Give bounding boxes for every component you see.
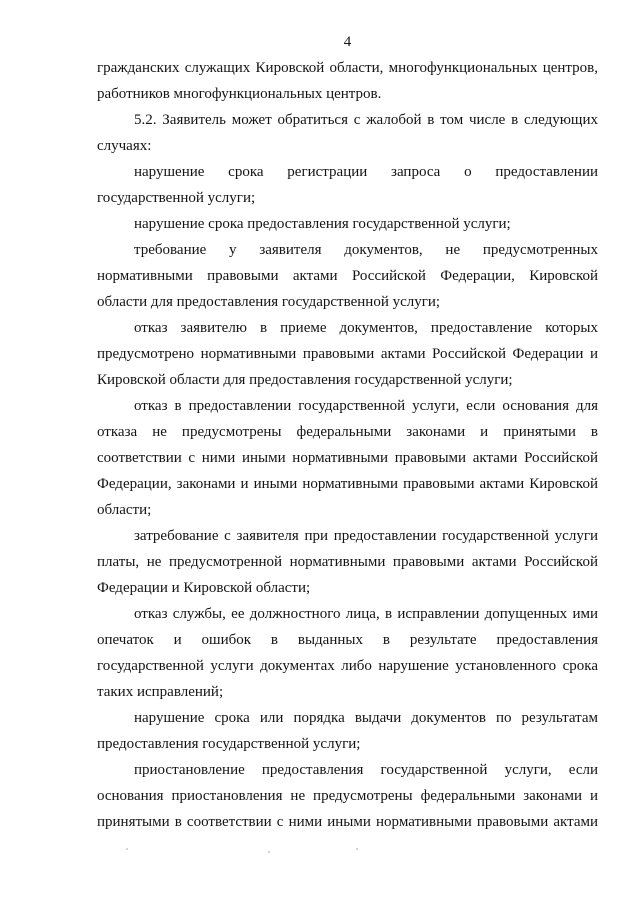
text-line: области для предоставления государственной услуги; <box>97 294 441 310</box>
text-line: нарушение срока регистрации запроса о предоставлении <box>134 164 598 180</box>
text-line: отказ службы, ее должностного лица, в исправлении допущенных ими <box>134 606 598 622</box>
text-line: соответствии с ними иными нормативными правовыми актами Российской <box>97 450 598 466</box>
text-line: нарушение срока или порядка выдачи документов по результатам <box>134 710 598 726</box>
text-line: работников многофункциональных центров. <box>97 86 382 102</box>
text-line: гражданских служащих Кировской области, многофункциональных центров, <box>97 60 598 76</box>
text-line: требование у заявителя документов, не предусмотренных <box>134 242 598 258</box>
paragraph-5-2 <box>97 107 598 159</box>
text-line: отказ заявителю в приеме документов, предоставление которых <box>134 320 598 336</box>
text-line: приостановление предоставления государственной услуги, если <box>134 762 598 778</box>
text-line: Федерации, законами и иными нормативными правовыми актами Кировской <box>97 476 598 492</box>
text-line: основания приостановления не предусмотрены федеральными законами и <box>97 788 598 804</box>
text-line: платы, не предусмотренной нормативными правовыми актами Российской <box>97 554 598 570</box>
paragraph-issuance-violation <box>97 705 598 757</box>
text-line: области; <box>97 502 152 518</box>
paragraph-refusal-to-accept <box>97 315 598 393</box>
text-line: случаях: <box>97 138 152 154</box>
paragraph-payment-demand <box>97 523 598 601</box>
text-line: затребование с заявителя при предоставлении государственной услуги <box>134 528 598 544</box>
text-line: Федерации и Кировской области; <box>97 580 311 596</box>
scan-speck <box>126 848 128 850</box>
scan-speck <box>356 848 358 850</box>
page-number: 4 <box>343 34 352 50</box>
paragraph-continuation <box>97 55 598 107</box>
paragraph-extra-documents <box>97 237 598 315</box>
paragraph-refusal-of-service <box>97 393 598 523</box>
text-line: принятыми в соответствии с ними иными нормативными правовыми актами <box>97 814 598 830</box>
text-line: государственной услуги; <box>97 190 256 206</box>
text-line: отказ в предоставлении государственной услуги, если основания для <box>134 398 598 414</box>
document-body <box>97 55 598 835</box>
text-line: предусмотрено нормативными правовыми актами Российской Федерации и <box>97 346 598 362</box>
text-line: таких исправлений; <box>97 684 224 700</box>
scan-speck <box>268 851 270 853</box>
text-line: Кировской области для предоставления государственной услуги; <box>97 372 513 388</box>
paragraph-registration-deadline <box>97 159 598 211</box>
text-line: 5.2. Заявитель может обратиться с жалобой в том числе в следующих <box>134 112 598 128</box>
text-line: нормативными правовыми актами Российской Федерации, Кировской <box>97 268 598 284</box>
text-line: предоставления государственной услуги; <box>97 736 361 752</box>
text-line: опечаток и ошибок в выданных в результате предоставления <box>97 632 598 648</box>
paragraph-service-deadline <box>97 211 598 237</box>
text-line: нарушение срока предоставления государственной услуги; <box>134 216 511 232</box>
text-line: государственной услуги документах либо нарушение установленного срока <box>97 658 598 674</box>
paragraph-correction-refusal <box>97 601 598 705</box>
text-line: отказа не предусмотрены федеральными законами и принятыми в <box>97 424 598 440</box>
paragraph-suspension <box>97 757 598 835</box>
